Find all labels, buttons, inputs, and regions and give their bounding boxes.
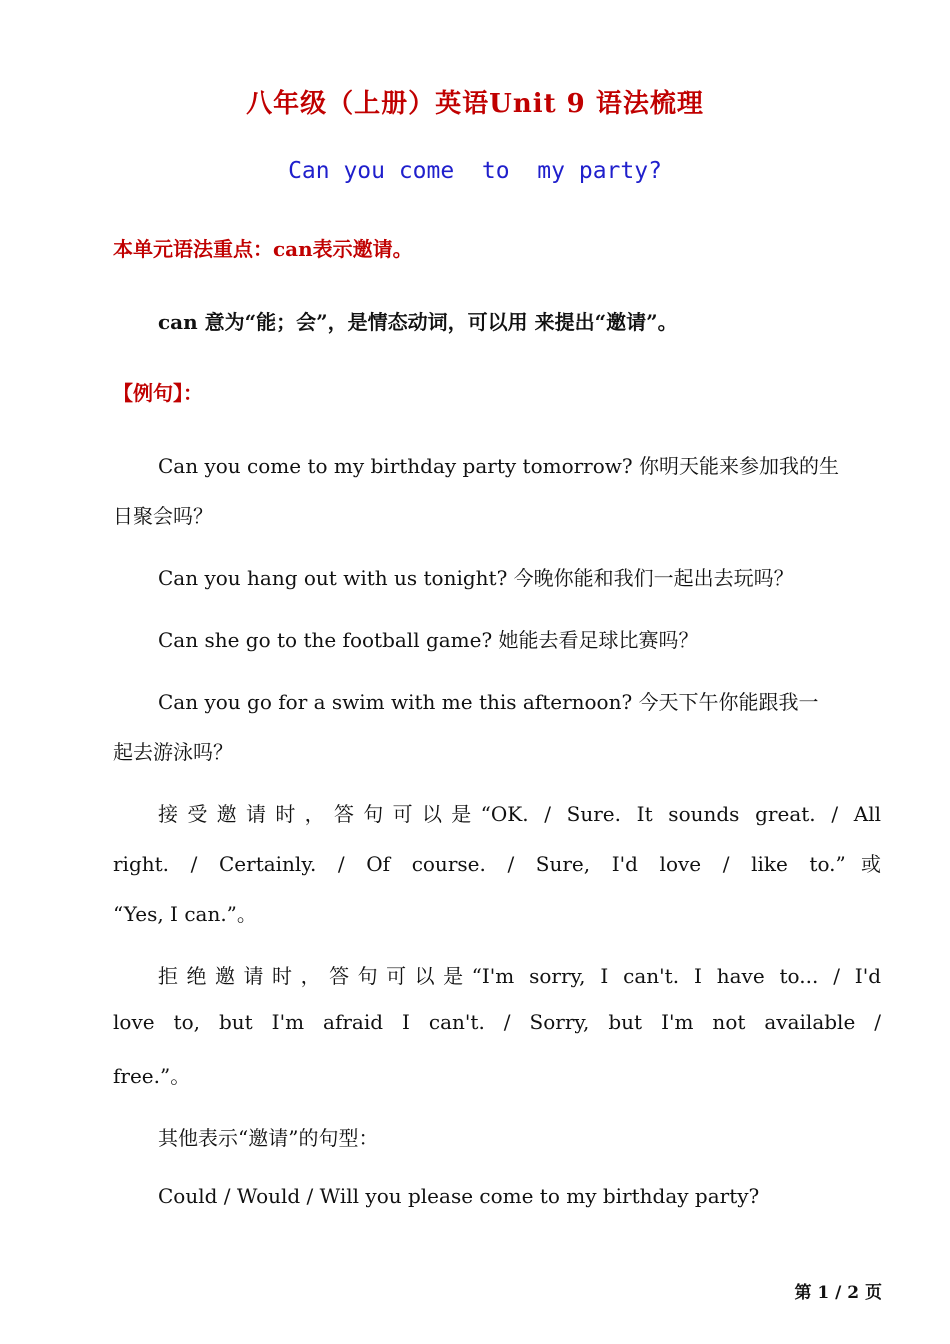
example-1-line-1: Can you come to my birthday party tomorrow? 你明天能来参加我的生: [158, 454, 839, 478]
accept-line-3: “Yes, I can.”。: [113, 902, 257, 926]
example-4-line-1: Can you go for a swim with me this afternoon? 今天下午你能跟我一: [158, 690, 819, 714]
subtitle: Can you come to my party?: [288, 158, 662, 184]
other-patterns-heading: 其他表示“邀请”的句型：: [158, 1126, 379, 1150]
page-number: 第 1 / 2 页: [794, 1283, 882, 1303]
page-title: 八年级（上册）英语Unit 9 语法梳理: [246, 89, 704, 119]
refuse-line-3: free.”。: [113, 1064, 191, 1088]
example-4-line-2: 起去游泳吗？: [113, 740, 233, 764]
example-label: 【例句】：: [113, 381, 203, 405]
other-pattern-example: Could / Would / Will you please come to my birthday party?: [158, 1184, 760, 1208]
accept-line-1: 接受邀请时，答句可以是“OK. / Sure. It sounds great. / All: [158, 802, 881, 826]
example-1-line-2: 日聚会吗？: [113, 504, 213, 528]
intro-paragraph: can 意为“能；会”，是情态动词，可以用 来提出“邀请”。: [158, 310, 678, 334]
example-2: Can you hang out with us tonight? 今晚你能和我们一起出去玩吗？: [158, 566, 794, 590]
example-3: Can she go to the football game? 她能去看足球比赛吗？: [158, 628, 699, 652]
refuse-line-1: 拒绝邀请时，答句可以是“I'm sorry, I can't. I have to... / I'd: [158, 964, 881, 988]
accept-line-2: right. / Certainly. / Of course. / Sure, I'd love / like to.”或: [113, 852, 881, 876]
grammar-focus-heading: 本单元语法重点：can表示邀请。: [113, 237, 413, 261]
refuse-line-2: love to, but I'm afraid I can't. / Sorry, but I'm not available /: [113, 1010, 881, 1034]
